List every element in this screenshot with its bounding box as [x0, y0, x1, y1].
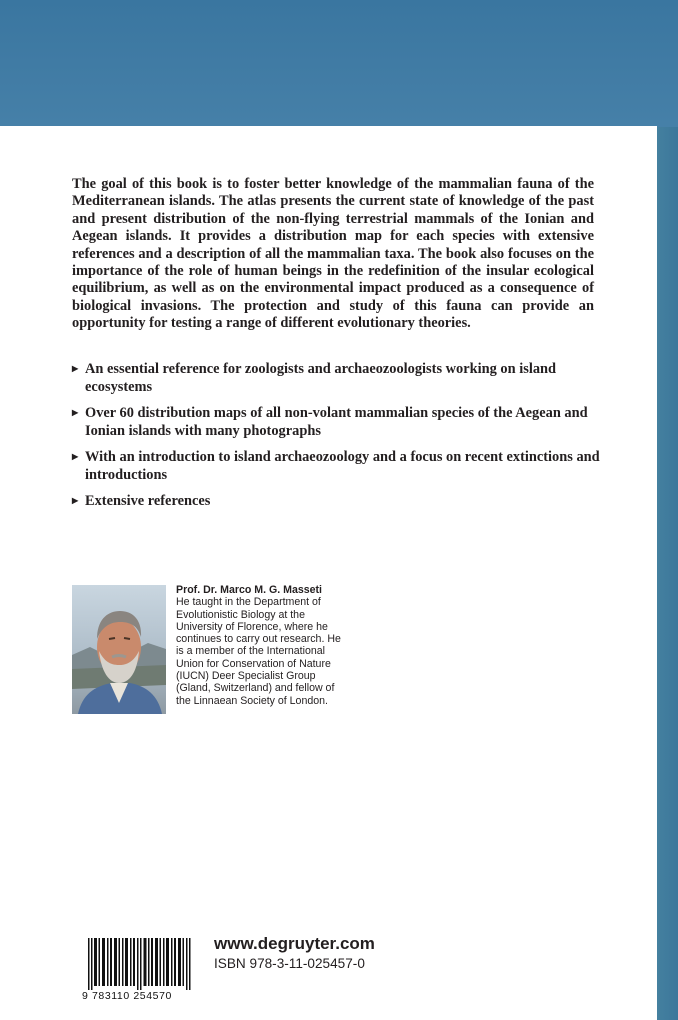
cover-spine-edge [657, 127, 678, 1020]
author-photo [72, 585, 166, 714]
isbn-number: ISBN 978-3-11-025457-0 [214, 956, 365, 971]
triangle-bullet-icon: ▶ [72, 364, 79, 373]
feature-text: An essential reference for zoologists and archaeozoologists working on island ecosystems [85, 361, 557, 395]
list-item [72, 448, 602, 484]
feature-text: With an introduction to island archaeozoology and a focus on recent extinctions and introductions [85, 449, 600, 483]
barcode-number: 9 783110 254570 [82, 990, 172, 1002]
cover-top-band [0, 0, 678, 127]
feature-list [72, 360, 602, 518]
triangle-bullet-icon: ▶ [72, 408, 79, 417]
list-item [72, 360, 602, 396]
back-cover-page [0, 126, 657, 1020]
feature-text: Extensive references [85, 493, 211, 509]
isbn-barcode [82, 938, 196, 1004]
list-item [72, 492, 602, 510]
triangle-bullet-icon: ▶ [72, 496, 79, 505]
list-item [72, 404, 602, 440]
publisher-website: www.degruyter.com [214, 934, 375, 953]
feature-text: Over 60 distribution maps of all non-volant mammalian species of the Aegean and Ionian islands with many photographs [85, 405, 588, 439]
author-name: Prof. Dr. Marco M. G. Masseti [176, 584, 322, 596]
book-description: The goal of this book is to foster better knowledge of the mammalian fauna of the Mediterranean islands. The atlas presents the current state of knowledge of the past and present distribution of the non-flying terrestrial mammals of the Ionian and Aegean islands. It provides a distribution map for each species with extensive references and a description of all the mammalian taxa. The book also focuses on the importance of the role of human beings in the redefinition of the insular ecological equilibrium, as well as on the environmental impact produced as a consequence of biological invasions. The protection and study of this fauna can provide an opportunity for testing a range of different evolutionary theories. [72, 176, 594, 332]
author-bio: He taught in the Department of Evolutionistic Biology at the University of Florence, where he continues to carry out research. He is a member of the International Union for Conservation of Nature (IUCN) Deer Specialist Group (Gland, Switzerland) and fellow of the Linnaean Society of London. [176, 596, 341, 707]
triangle-bullet-icon: ▶ [72, 452, 79, 461]
author-bio-block [176, 584, 341, 707]
